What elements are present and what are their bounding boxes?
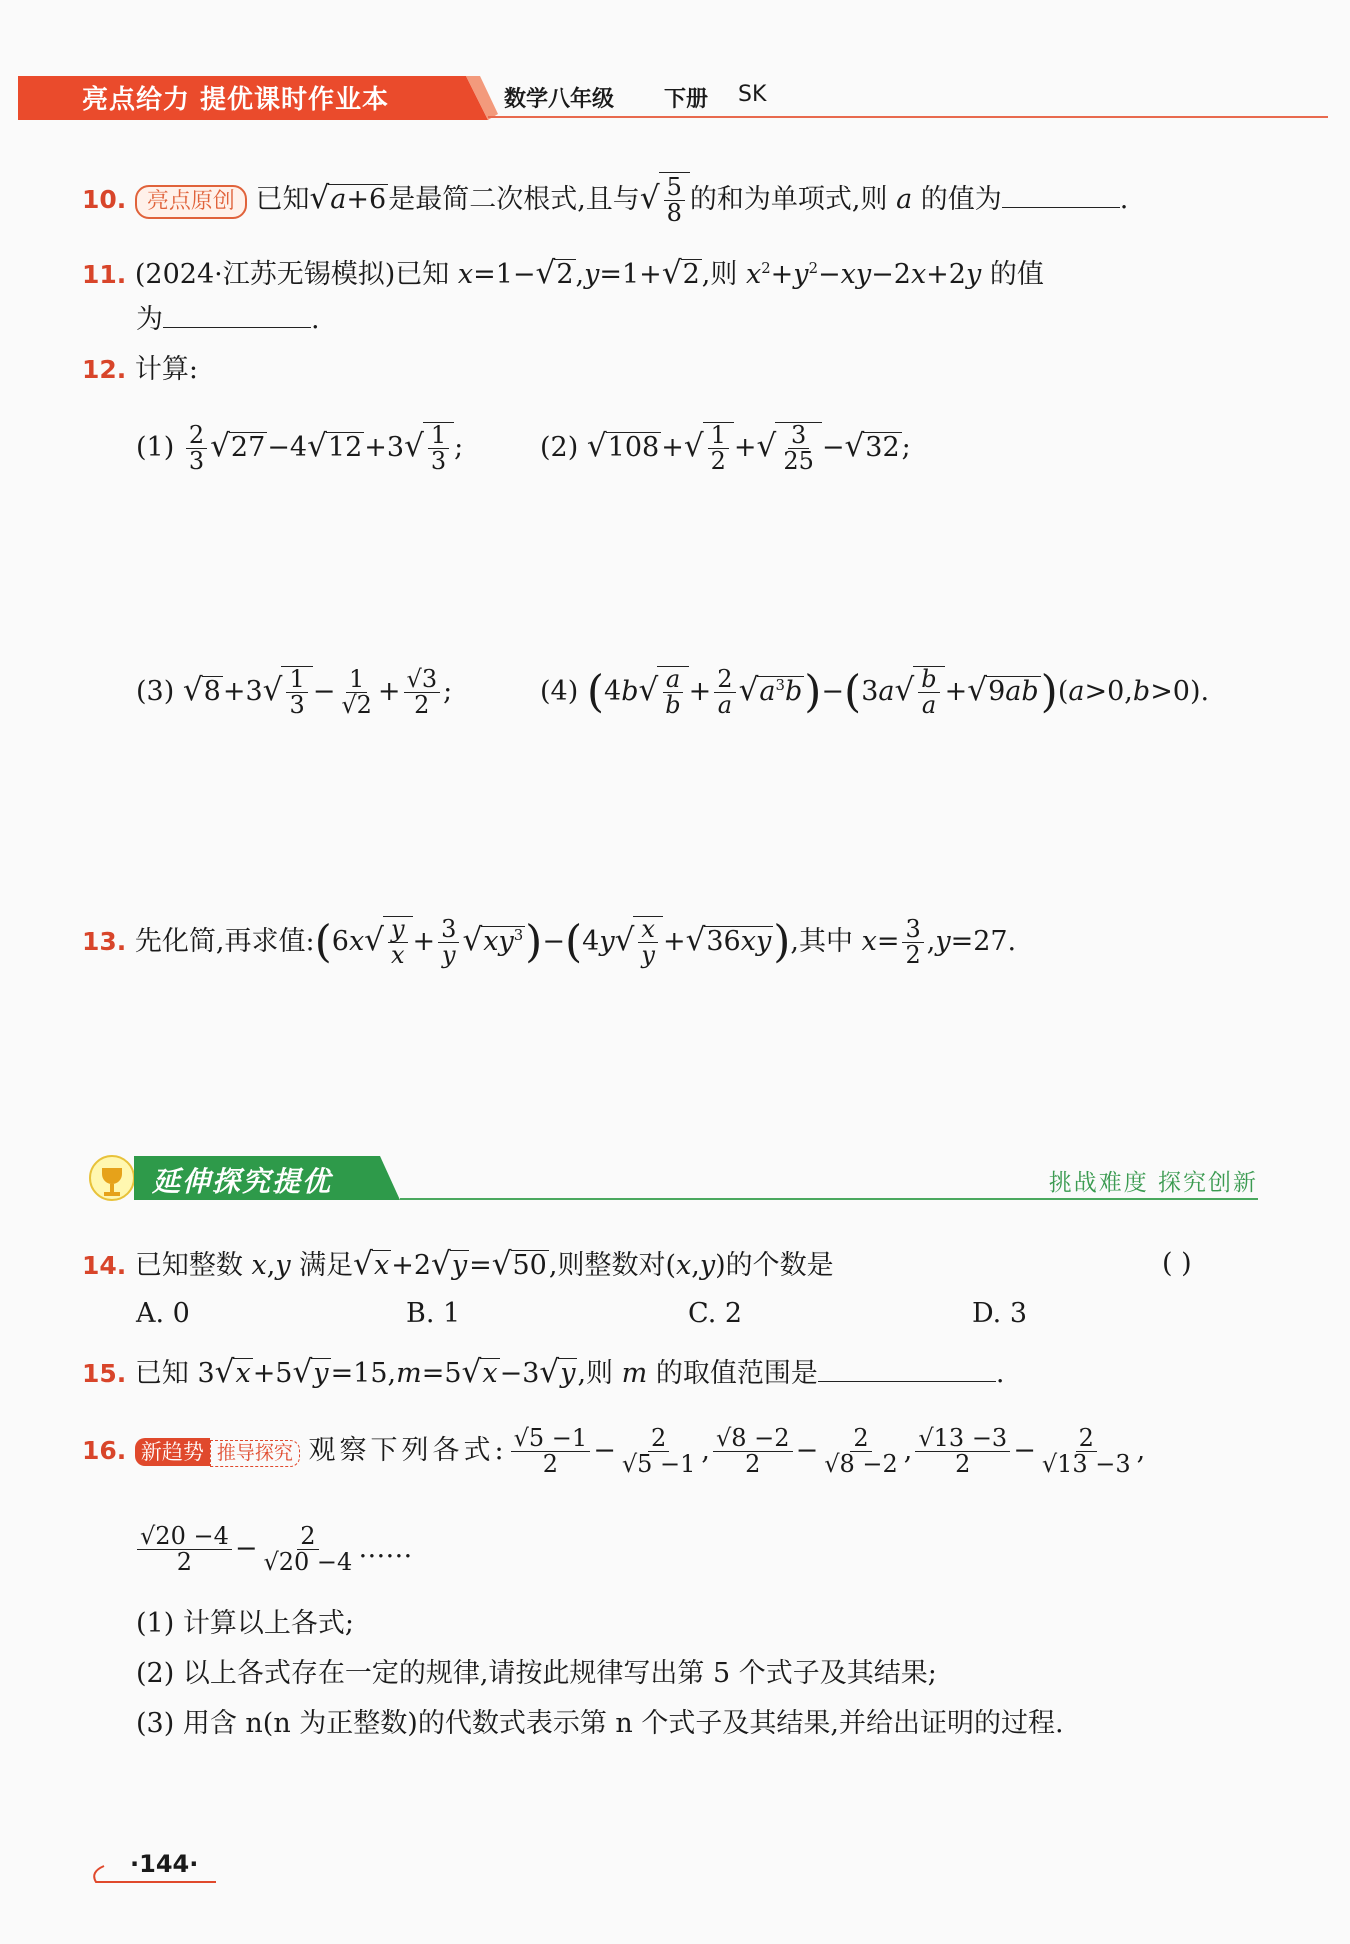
question-13: 13. 先化简,再求值:(6x√ $\frac{y}{x}$ + $\frac{3}{y}$ $√xy^3)-(4y√$ $\frac{x}{y}$ +√36xy),其中 x= $\frac{3}{2}$ ,y=27. [82,915,1017,970]
question-number: 14. [82,1251,127,1280]
answer-bracket[interactable]: ( ) [1162,1248,1192,1279]
answer-blank[interactable] [1002,181,1120,208]
question-16: 16. 新趋势 推导探究 观察下列各式: $\frac{√5 -1}{2}$ − $\frac{2}{√5 -1}$ , $\frac{√8 -2}{2}$ − $\frac{2}{√8 -2}$ , $\frac{√13 -3}{2}$ − $\frac{2}{√13 -3}$ , [82,1424,1146,1479]
question-14: 14. 已知整数 x,y 满足√x+2√y=√50,则整数对(x,y)的个数是 [82,1246,834,1282]
q16-sub-3: (3) 用含 n(n 为正整数)的代数式表示第 n 个式子及其结果,并给出证明的过程. [136,1708,1064,1739]
question-10: 10. 亮点原创 已知√a+6是最简二次根式,且与√ $\frac{5}{8}$ 的和为单项式,则 a 的值为 . [82,173,1129,228]
q15-end: . [995,1358,1005,1389]
section-tagline: 挑战难度 探究创新 [1048,1170,1258,1196]
q11-text: 为 [136,304,163,335]
part-label: (2) [540,432,579,464]
q10-end: . [1119,184,1129,216]
section-rule [400,1198,1258,1200]
page-number-block [90,1850,220,1886]
question-number: 11. [82,260,127,289]
question-16-cont: $\frac{√20 -4}{2}$ − $\frac{2}{√20 -4}$ …… [134,1524,412,1575]
q12-part-2: (2) √108+√ $\frac{1}{2}$ +√ $\frac{3}{25}$ −√32; [540,421,911,476]
section-banner [84,1150,1258,1206]
question-12 [82,350,198,390]
q14-text: 的个数是 [725,1250,834,1281]
q12-part-1: (1) $\frac{2}{3}$ √27−4√12+3√ $\frac{1}{3}$ ; [136,421,464,476]
trend-badge: 新趋势 [135,1438,210,1466]
q12-text: 计算: [134,354,198,385]
question-15: 15. 已知 3√x+5√y=15,m=5√x−3√y,则 m 的取值范围是 . [82,1354,1005,1390]
part-label: (1) [136,432,175,464]
derive-badge: 推导探究 [210,1440,300,1467]
q15-text: 的取值范围是 [655,1358,818,1389]
question-number: 10. [82,185,127,215]
q13-text: ,其中 [790,926,853,958]
question-11: 11. (2024·江苏无锡模拟)已知 x=1−√2,y=1+√2,则 $x^2+y^2-xy-2x+2y$ 的值 [82,255,1044,291]
ellipsis: …… [358,1533,413,1565]
q10-text: 的值为 [920,184,1002,216]
answer-blank[interactable] [163,301,311,328]
q15-text: ,则 [577,1358,614,1389]
q14-text: 已知整数 [134,1250,243,1281]
header-rule [488,116,1328,118]
header-subject: 数学八年级 [504,87,615,112]
q10-text: 的和为单项式,则 [689,184,888,216]
q11-text: 的值 [989,259,1044,290]
q14-text: ,则整数对 [548,1250,666,1281]
q12-part-4: (4) (4b√ $\frac{a}{b}$ + $\frac{2}{a}$ $√a^3b)-(3a√$ $\frac{b}{a}$ +√9ab)(a>0,b>0). [540,665,1210,720]
header-series: 亮点给力 提优课时作业本 [82,85,390,115]
original-badge: 亮点原创 [135,185,247,219]
q15-text: 已知 [134,1358,189,1389]
q16-sub-1: (1) 计算以上各式; [136,1608,354,1639]
option-c[interactable]: C. 2 [688,1298,743,1329]
question-number: 12. [82,355,127,384]
header-volume: 下册 [664,87,709,112]
q16-sub-2: (2) 以上各式存在一定的规律,请按此规律写出第 5 个式子及其结果; [136,1658,937,1689]
part-label: (4) [540,676,579,708]
header-edition: SK [738,82,767,107]
question-number: 16. [82,1436,127,1466]
option-d[interactable]: D. 3 [972,1298,1028,1329]
q10-text: 是最简二次根式,且与 [388,184,640,216]
part-label: (3) [136,676,175,708]
question-11-cont [136,300,320,340]
q13-text: 先化简,再求值: [134,926,315,958]
q11-text: (2024·江苏无锡模拟)已知 [134,259,450,290]
q11-text: 则 [710,259,738,290]
question-number: 15. [82,1359,127,1388]
header-banner [18,74,1328,120]
q14-text: 满足 [299,1250,354,1281]
q16-text: 观察下列各式: [308,1435,508,1467]
q12-part-3: (3) √8+3√ $\frac{1}{3}$ − $\frac{1}{√2}$ + $\frac{√3}{2}$ ; [136,665,453,720]
question-number: 13. [82,927,127,957]
page-number: ·144· [130,1850,199,1878]
section-title: 延伸探究提优 [152,1165,333,1198]
q10-text: 已知 [255,184,310,216]
q11-end: . [311,304,320,335]
option-a[interactable]: A. 0 [136,1298,190,1329]
answer-blank[interactable] [818,1355,996,1382]
option-b[interactable]: B. 1 [406,1298,461,1329]
